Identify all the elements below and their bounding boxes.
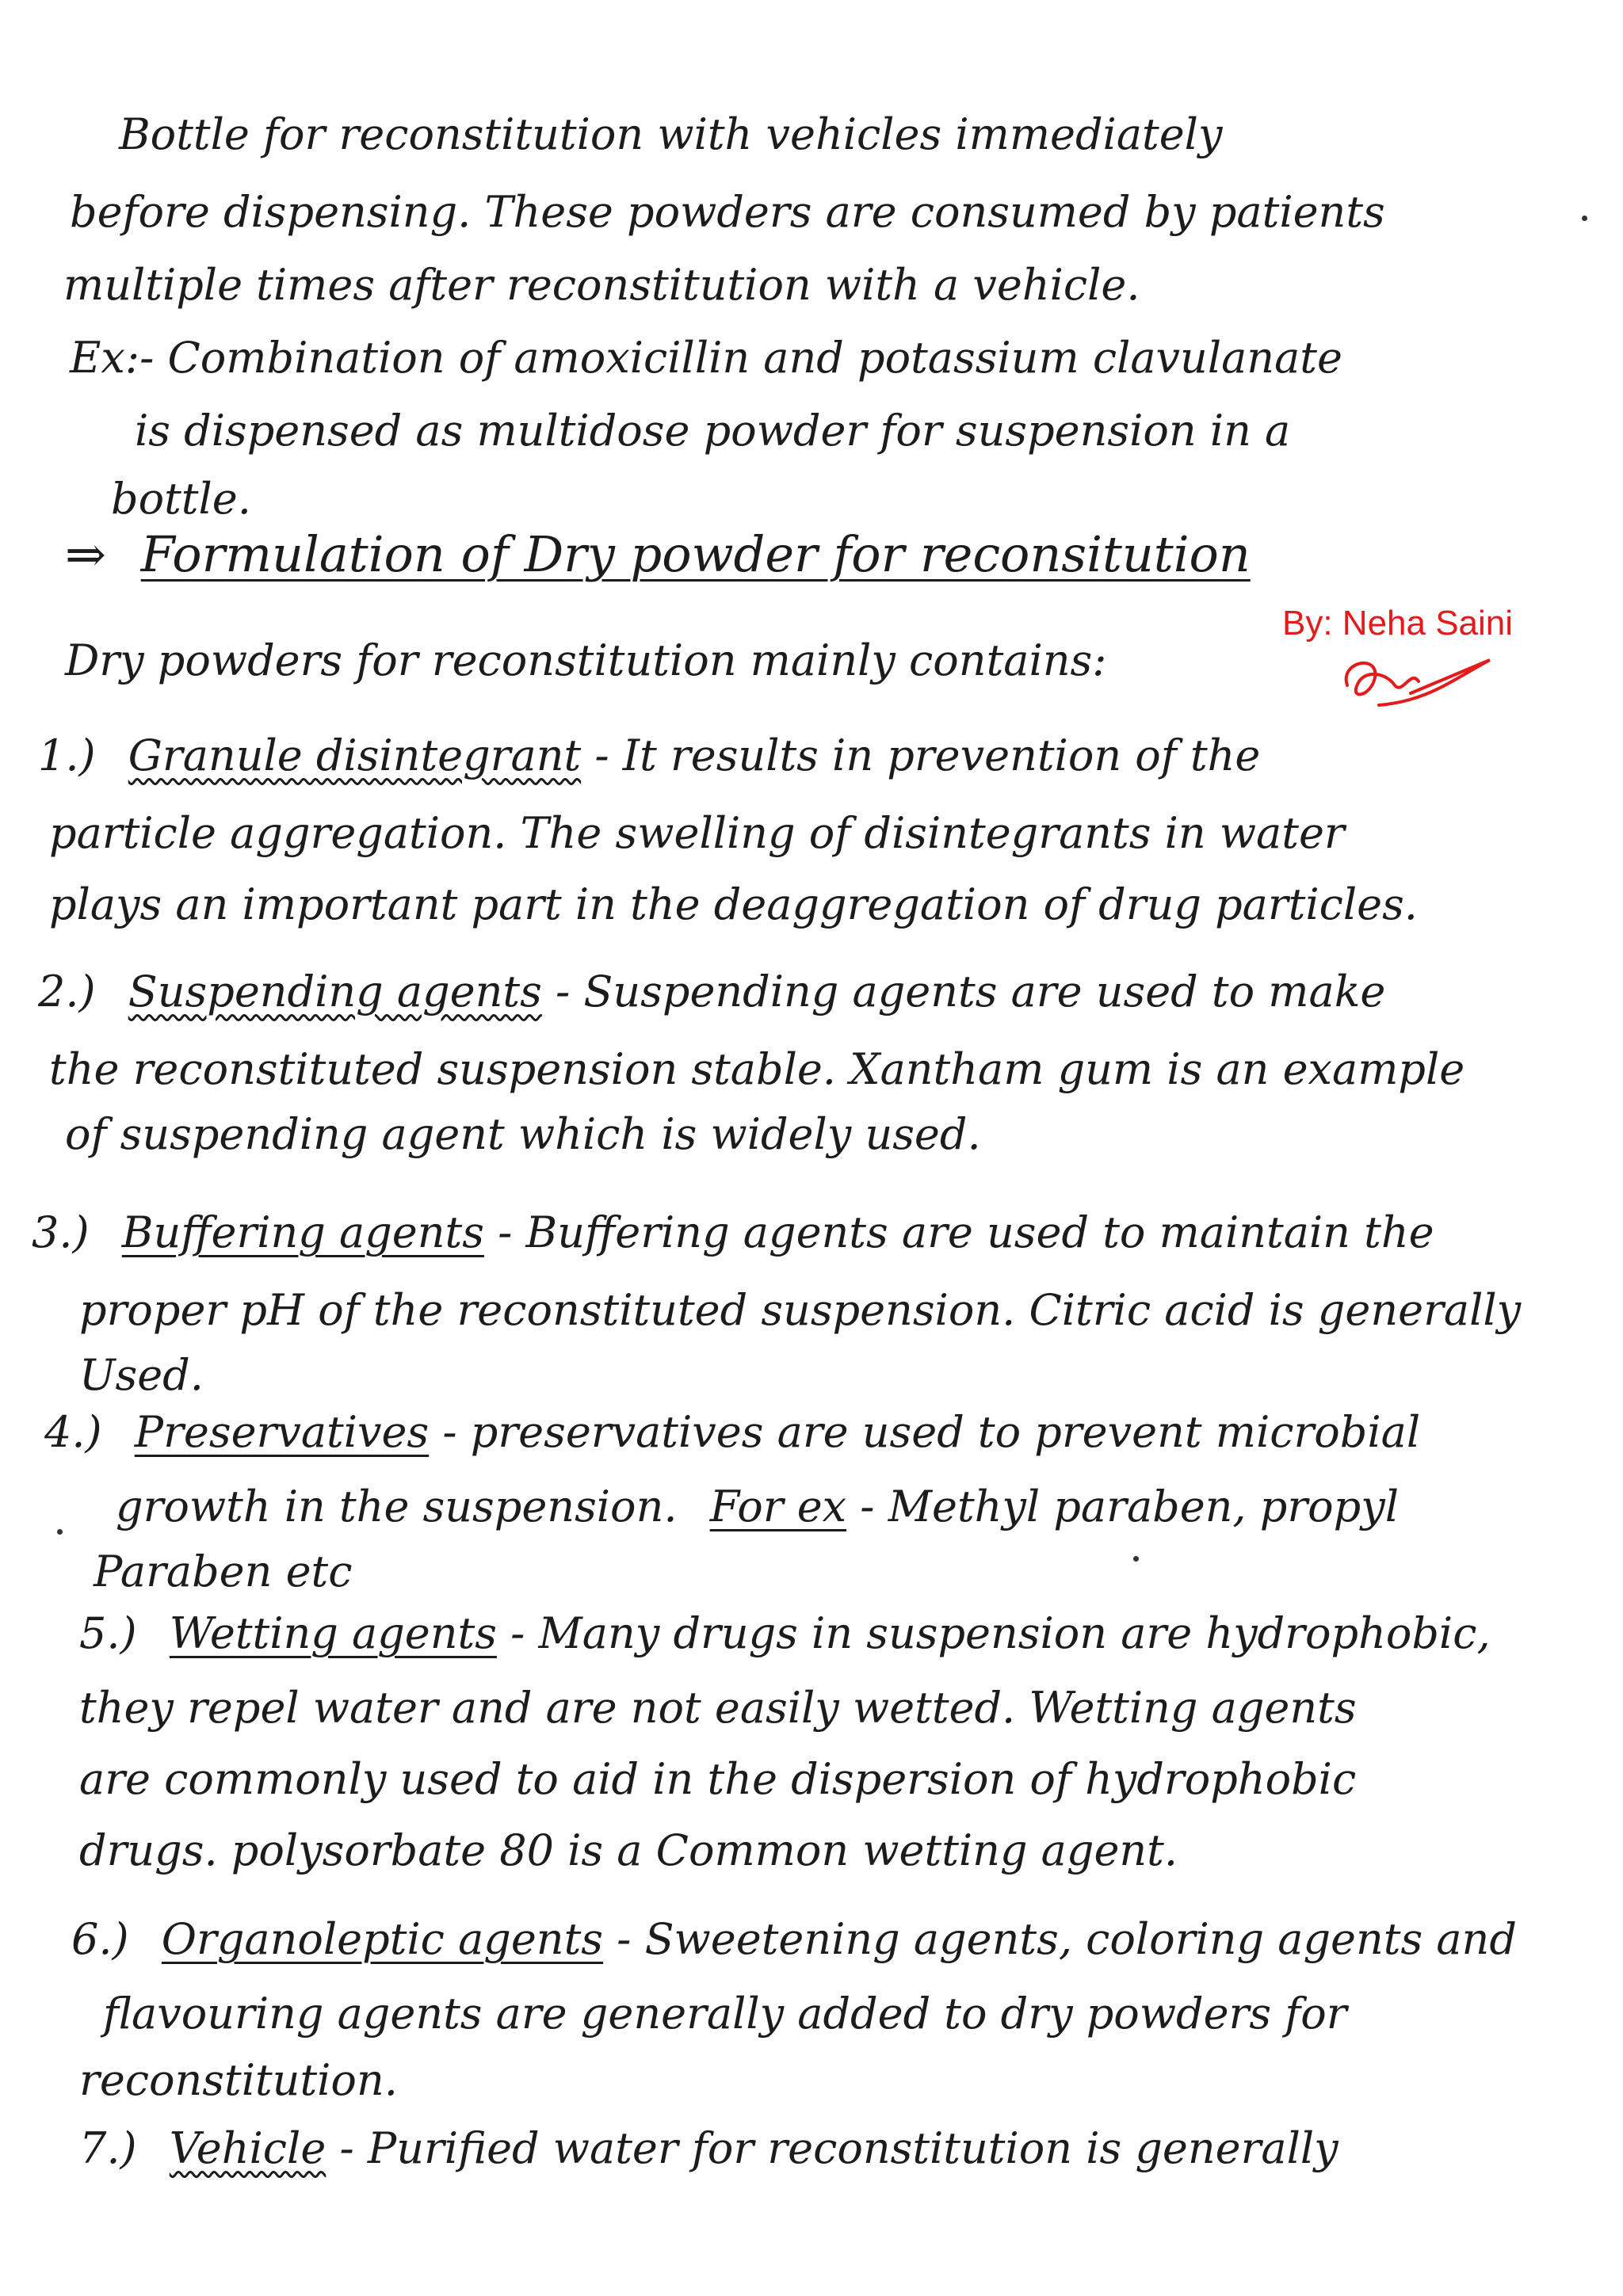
item-number: 4.): [44, 1407, 102, 1457]
text-line: particle aggregation. The swelling of disintegrants in water: [49, 808, 1345, 858]
text-line: is dispensed as multidose powder for suspension in a: [135, 406, 1291, 456]
text-line: reconstitution.: [79, 2055, 398, 2105]
item-term: Vehicle: [169, 2123, 327, 2173]
text-line: Bottle for reconstitution with vehicles immediately: [119, 109, 1223, 159]
heading-text: Formulation of Dry powder for reconsitution: [140, 525, 1251, 583]
text-line: plays an important part in the deaggregation of drug particles.: [49, 879, 1418, 929]
item-description: - Suspending agents are used to make: [555, 967, 1386, 1016]
list-item: [79, 2123, 1623, 2174]
item-number: 3.): [32, 1207, 90, 1257]
item-number: 7.): [79, 2123, 137, 2173]
text-line: flavouring agents are generally added to dry powders for: [103, 1989, 1347, 2039]
ink-dot: [1582, 215, 1587, 221]
text-line: growth in the suspension. For ex - Methyl paraben, propyl: [116, 1482, 1400, 1531]
item-description: - It results in prevention of the: [594, 730, 1261, 780]
item-description: - preservatives are used to prevent microbial: [442, 1407, 1421, 1457]
text-line: Used.: [79, 1350, 204, 1400]
text-line: are commonly used to aid in the dispersion of hydrophobic: [79, 1754, 1357, 1804]
list-item: [38, 967, 1623, 1017]
text-line: multiple times after reconstitution with a vehicle.: [63, 260, 1140, 310]
item-term: Organoleptic agents: [161, 1914, 603, 1964]
ink-dot: [1133, 1556, 1139, 1562]
text-line: of suspending agent which is widely used.: [65, 1109, 981, 1159]
item-number: 6.): [71, 1914, 129, 1964]
arrow-marker: ⇒: [65, 525, 106, 583]
text-line: bottle.: [111, 474, 251, 524]
text-line: proper pH of the reconstituted suspension. Citric acid is generally: [79, 1285, 1522, 1335]
item-term: Preservatives: [134, 1407, 430, 1457]
text-line: they repel water and are not easily wetted. Wetting agents: [79, 1683, 1357, 1733]
example-line: Ex:- Combination of amoxicillin and potassium clavulanate: [70, 333, 1342, 383]
list-item: [44, 1407, 1623, 1458]
section-heading: [65, 525, 1623, 583]
item-term: Suspending agents: [128, 967, 542, 1016]
text-line: drugs. polysorbate 80 is a Common wetting agent.: [79, 1825, 1178, 1875]
item-term: Buffering agents: [121, 1207, 484, 1257]
item-term: Granule disintegrant: [128, 730, 582, 780]
text-line: before dispensing. These powders are consumed by patients: [70, 187, 1385, 237]
list-item: [32, 1207, 1623, 1258]
item-term: Wetting agents: [169, 1608, 497, 1658]
item-description: - Sweetening agents, coloring agents and: [617, 1914, 1517, 1964]
text-line: Paraben etc: [94, 1547, 353, 1596]
item-number: 1.): [38, 730, 96, 780]
list-item: [71, 1914, 1623, 1965]
list-item: [79, 1608, 1623, 1659]
intro-line: Dry powders for reconstitution mainly contains:: [65, 635, 1107, 685]
item-number: 5.): [79, 1608, 137, 1658]
example-label: For ex: [709, 1482, 847, 1531]
item-description: - Buffering agents are used to maintain the: [498, 1207, 1434, 1257]
author-watermark: By: Neha Saini: [1282, 604, 1514, 643]
item-description: - Many drugs in suspension are hydrophobic,: [510, 1608, 1491, 1658]
ink-dot: [57, 1529, 63, 1535]
item-description: - Purified water for reconstitution is generally: [339, 2123, 1338, 2173]
item-number: 2.): [38, 967, 96, 1016]
text-line: the reconstituted suspension stable. Xantham gum is an example: [49, 1044, 1465, 1094]
list-item: [38, 730, 1623, 781]
